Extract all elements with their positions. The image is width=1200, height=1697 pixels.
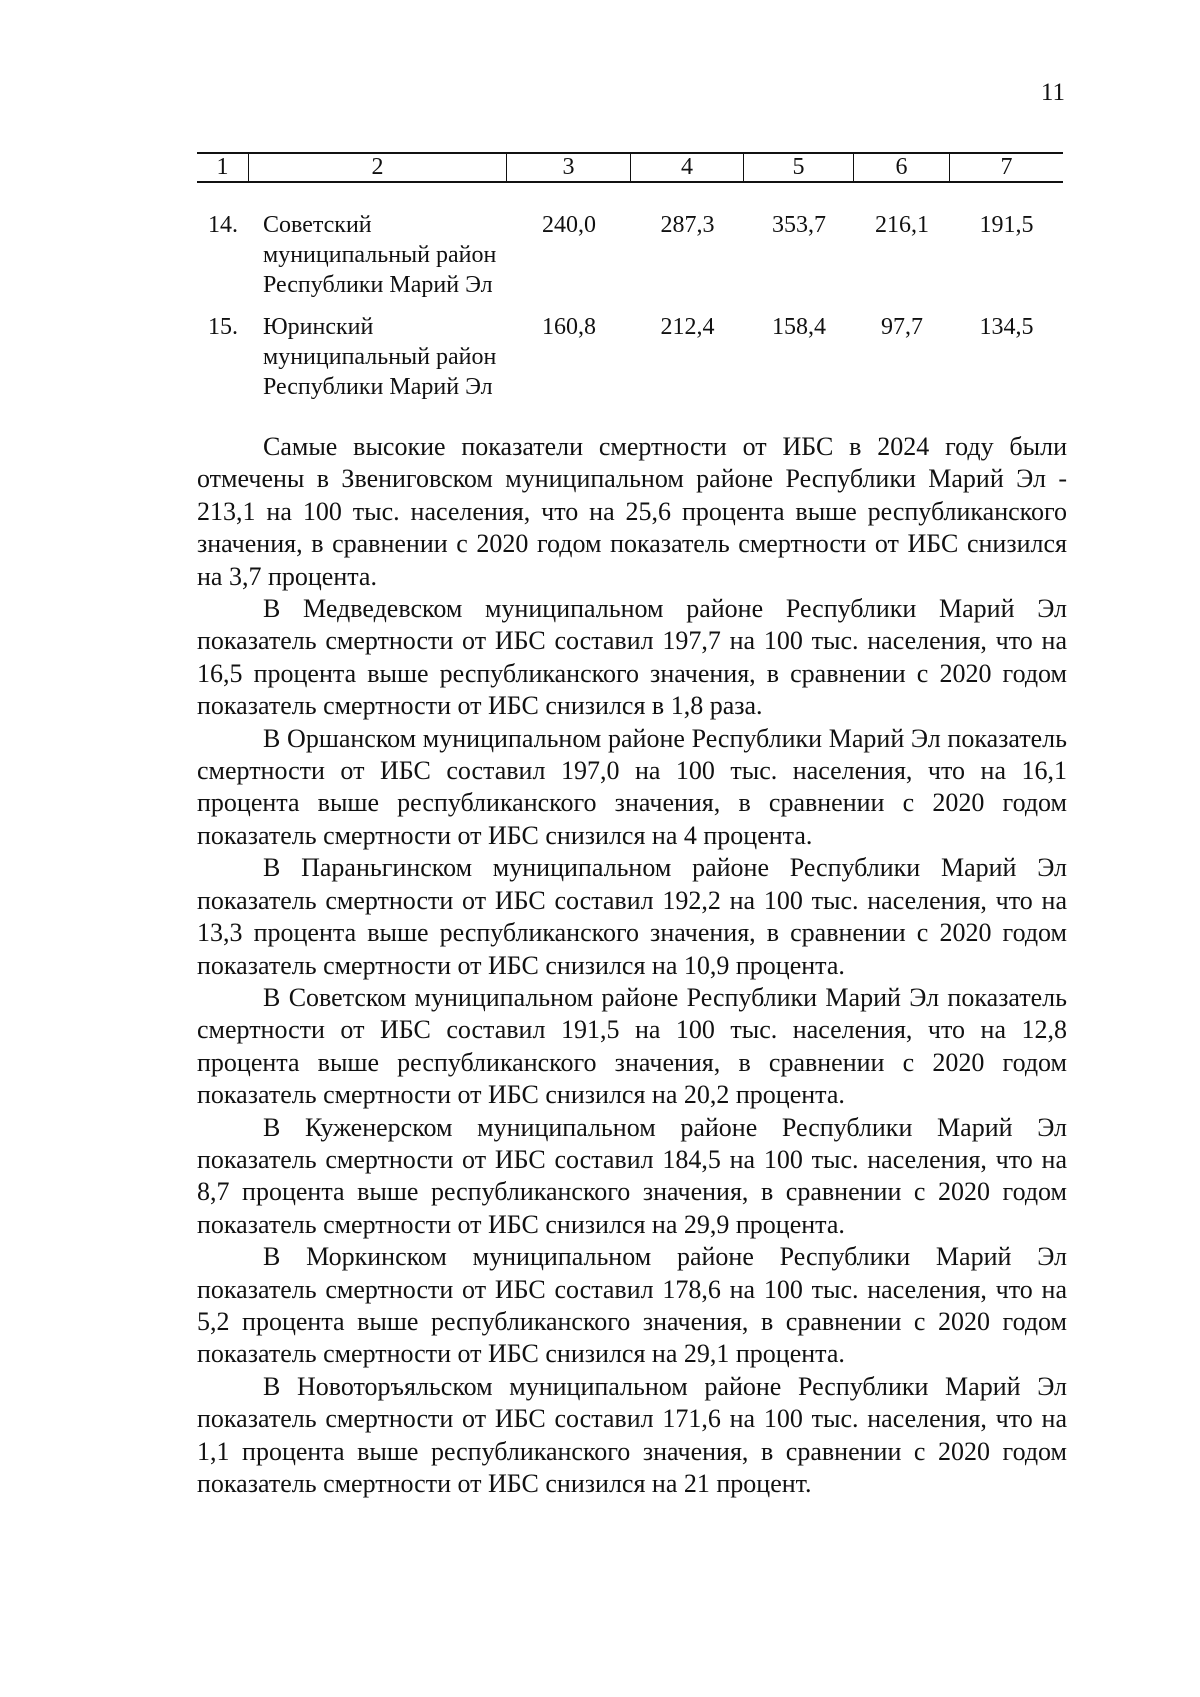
table-cell: 353,7: [772, 212, 826, 238]
table-column-numbers: [197, 152, 1063, 183]
table-cell: 216,1: [875, 212, 929, 238]
table-cell: 287,3: [660, 212, 715, 238]
column-number-3: 3: [507, 154, 631, 181]
paragraph: В Параньгинском муниципальном районе Республики Марий Эл показатель смертности от ИБС составил 192,2 на 100 тыс. населения, что на 13,3 процента выше республиканского значения, в сравнении с 2020 годом показатель смертности от ИБС снизился на 10,9 процента.: [197, 853, 1067, 980]
paragraph: В Оршанском муниципальном районе Республики Марий Эл показатель смертности от ИБС составил 197,0 на 100 тыс. населения, что на 16,1 процента выше республиканского значения, в сравнении с 2020 годом показатель смертности от ИБС снизился на 4 процента.: [197, 723, 1067, 850]
column-number-5: 5: [744, 154, 854, 181]
table-cell: 134,5: [979, 314, 1034, 340]
district-name-line: Юринский: [263, 314, 374, 340]
table-cell: 160,8: [542, 314, 596, 340]
table-cell: 212,4: [660, 314, 715, 340]
column-number-6: 6: [854, 154, 950, 181]
table-cell: 97,7: [881, 314, 923, 340]
row-number: 15.: [208, 314, 238, 340]
column-number-7: 7: [1000, 154, 1013, 180]
district-name-line: Республики Марий Эл: [263, 272, 493, 298]
body-text: [197, 431, 1067, 1500]
page-number: 11: [1040, 79, 1065, 106]
table-row: [197, 210, 1063, 300]
paragraph: Самые высокие показатели смертности от ИБС в 2024 году были отмечены в Звениговском муниципальном районе Республики Марий Эл - 213,1 на 100 тыс. населения, что на 25,6 процента выше республиканского значения, в сравнении с 2020 годом показатель смертности от ИБС снизился на 3,7 процента.: [197, 432, 1067, 591]
table-cell: 191,5: [979, 212, 1034, 238]
district-name-line: Республики Марий Эл: [263, 374, 493, 400]
column-number-1: 1: [197, 154, 249, 181]
district-name: [249, 312, 507, 402]
paragraph: В Медведевском муниципальном районе Республики Марий Эл показатель смертности от ИБС составил 197,7 на 100 тыс. населения, что на 16,5 процента выше республиканского значения, в сравнении с 2020 годом показатель смертности от ИБС снизился в 1,8 раза.: [197, 594, 1067, 721]
table-cell: 240,0: [542, 212, 596, 238]
table-row: [197, 312, 1063, 402]
table-cell: 158,4: [772, 314, 826, 340]
paragraph: В Куженерском муниципальном районе Республики Марий Эл показатель смертности от ИБС составил 184,5 на 100 тыс. населения, что на 8,7 процента выше республиканского значения, в сравнении с 2020 годом показатель смертности от ИБС снизился на 29,9 процента.: [197, 1112, 1067, 1239]
district-name-line: муниципальный район: [263, 242, 497, 268]
district-name-line: муниципальный район: [263, 344, 497, 370]
row-number: 14.: [208, 212, 238, 238]
column-number-2: 2: [249, 154, 507, 181]
column-number-4: 4: [631, 154, 744, 181]
district-name-line: Советский: [263, 212, 372, 238]
district-name: [249, 210, 507, 300]
paragraph: В Новоторъяльском муниципальном районе Республики Марий Эл показатель смертности от ИБС составил 171,6 на 100 тыс. населения, что на 1,1 процента выше республиканского значения, в сравнении с 2020 годом показатель смертности от ИБС снизился на 21 процент.: [197, 1371, 1067, 1498]
paragraph: В Моркинском муниципальном районе Республики Марий Эл показатель смертности от ИБС составил 178,6 на 100 тыс. населения, что на 5,2 процента выше республиканского значения, в сравнении с 2020 годом показатель смертности от ИБС снизился на 29,1 процента.: [197, 1242, 1067, 1369]
paragraph: В Советском муниципальном районе Республики Марий Эл показатель смертности от ИБС составил 191,5 на 100 тыс. населения, что на 12,8 процента выше республиканского значения, в сравнении с 2020 годом показатель смертности от ИБС снизился на 20,2 процента.: [197, 982, 1067, 1110]
